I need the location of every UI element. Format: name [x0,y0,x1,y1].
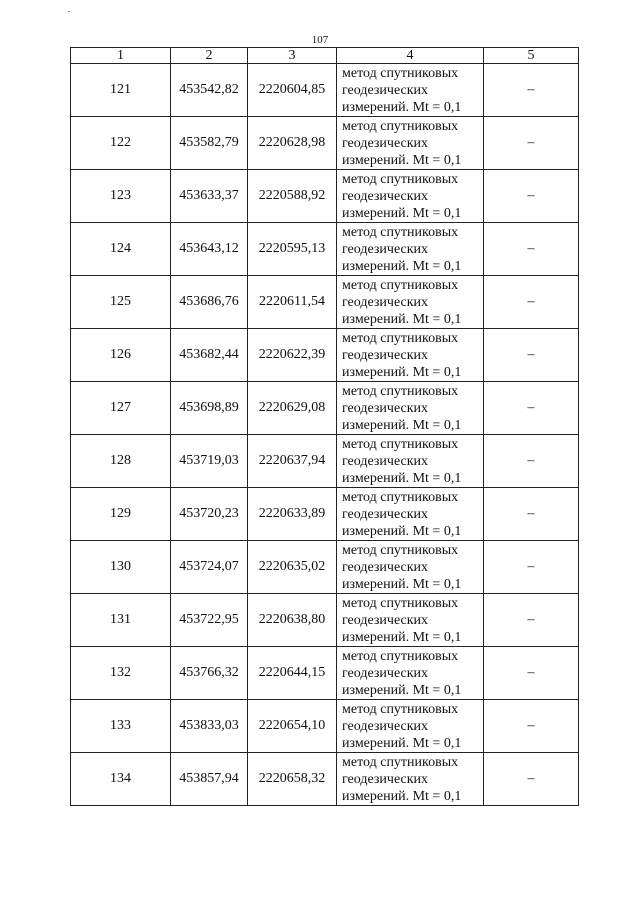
method-cell [337,170,484,223]
header-col-1: 1 [71,48,171,64]
method-line-3: измерений. Mt = 0,1 [342,99,462,115]
point-number-cell: 132 [71,647,171,700]
y-coordinate-cell: 2220628,98 [248,117,337,170]
method-line-1: метод спутниковых [342,330,459,346]
x-coordinate-cell: 453633,37 [171,170,248,223]
table-header-row [71,48,579,64]
method-cell [337,276,484,329]
point-number-cell: 125 [71,276,171,329]
method-line-3: измерений. Mt = 0,1 [342,629,462,645]
method-line-3: измерений. Mt = 0,1 [342,523,462,539]
method-line-1: метод спутниковых [342,65,459,81]
y-coordinate-cell: 2220633,89 [248,488,337,541]
table-row [71,382,579,435]
x-coordinate-cell: 453719,03 [171,435,248,488]
method-line-2: геодезических [342,82,429,98]
x-coordinate-cell: 453833,03 [171,700,248,753]
method-line-1: метод спутниковых [342,542,459,558]
method-line-2: геодезических [342,665,429,681]
table-row [71,541,579,594]
method-line-2: геодезических [342,188,429,204]
table-row [71,64,579,117]
y-coordinate-cell: 2220629,08 [248,382,337,435]
method-line-2: геодезических [342,612,429,628]
x-coordinate-cell: 453698,89 [171,382,248,435]
note-cell: – [484,329,579,382]
method-line-2: геодезических [342,347,429,363]
y-coordinate-cell: 2220611,54 [248,276,337,329]
point-number-cell: 129 [71,488,171,541]
method-cell [337,435,484,488]
method-line-1: метод спутниковых [342,118,459,134]
y-coordinate-cell: 2220654,10 [248,700,337,753]
method-cell [337,382,484,435]
method-line-1: метод спутниковых [342,436,459,452]
table-row [71,647,579,700]
note-cell: – [484,276,579,329]
scan-corner-mark [68,11,70,12]
note-cell: – [484,647,579,700]
method-cell [337,594,484,647]
note-cell: – [484,488,579,541]
coordinates-table [70,47,579,806]
note-cell: – [484,223,579,276]
point-number-cell: 124 [71,223,171,276]
y-coordinate-cell: 2220604,85 [248,64,337,117]
method-line-3: измерений. Mt = 0,1 [342,205,462,221]
table-row [71,276,579,329]
method-line-3: измерений. Mt = 0,1 [342,576,462,592]
method-cell [337,753,484,806]
method-line-1: метод спутниковых [342,489,459,505]
x-coordinate-cell: 453542,82 [171,64,248,117]
method-line-2: геодезических [342,506,429,522]
x-coordinate-cell: 453724,07 [171,541,248,594]
method-cell [337,64,484,117]
method-cell [337,117,484,170]
point-number-cell: 126 [71,329,171,382]
x-coordinate-cell: 453720,23 [171,488,248,541]
method-line-3: измерений. Mt = 0,1 [342,735,462,751]
table-row [71,223,579,276]
note-cell: – [484,170,579,223]
method-cell [337,647,484,700]
point-number-cell: 123 [71,170,171,223]
note-cell: – [484,435,579,488]
x-coordinate-cell: 453582,79 [171,117,248,170]
method-line-2: геодезических [342,135,429,151]
note-cell: – [484,541,579,594]
x-coordinate-cell: 453643,12 [171,223,248,276]
y-coordinate-cell: 2220644,15 [248,647,337,700]
header-col-2: 2 [171,48,248,64]
y-coordinate-cell: 2220658,32 [248,753,337,806]
method-line-3: измерений. Mt = 0,1 [342,470,462,486]
method-line-3: измерений. Mt = 0,1 [342,258,462,274]
method-cell [337,700,484,753]
method-line-2: геодезических [342,718,429,734]
method-line-1: метод спутниковых [342,224,459,240]
y-coordinate-cell: 2220588,92 [248,170,337,223]
note-cell: – [484,700,579,753]
note-cell: – [484,753,579,806]
y-coordinate-cell: 2220637,94 [248,435,337,488]
x-coordinate-cell: 453722,95 [171,594,248,647]
method-line-3: измерений. Mt = 0,1 [342,788,462,804]
header-col-5: 5 [484,48,579,64]
table-row [71,594,579,647]
method-cell [337,488,484,541]
point-number-cell: 122 [71,117,171,170]
point-number-cell: 127 [71,382,171,435]
method-line-3: измерений. Mt = 0,1 [342,152,462,168]
table-row [71,488,579,541]
note-cell: – [484,594,579,647]
point-number-cell: 130 [71,541,171,594]
method-line-3: измерений. Mt = 0,1 [342,311,462,327]
method-line-2: геодезических [342,400,429,416]
table-row [71,753,579,806]
point-number-cell: 131 [71,594,171,647]
method-line-1: метод спутниковых [342,648,459,664]
note-cell: – [484,64,579,117]
method-line-1: метод спутниковых [342,171,459,187]
method-line-2: геодезических [342,559,429,575]
method-line-3: измерений. Mt = 0,1 [342,682,462,698]
method-cell [337,223,484,276]
method-line-2: геодезических [342,453,429,469]
x-coordinate-cell: 453686,76 [171,276,248,329]
table-row [71,329,579,382]
method-line-1: метод спутниковых [342,277,459,293]
method-line-2: геодезических [342,294,429,310]
table-row [71,117,579,170]
y-coordinate-cell: 2220622,39 [248,329,337,382]
method-line-1: метод спутниковых [342,595,459,611]
note-cell: – [484,382,579,435]
table-row [71,700,579,753]
x-coordinate-cell: 453682,44 [171,329,248,382]
y-coordinate-cell: 2220595,13 [248,223,337,276]
header-col-3: 3 [248,48,337,64]
header-col-4: 4 [337,48,484,64]
x-coordinate-cell: 453857,94 [171,753,248,806]
method-line-3: измерений. Mt = 0,1 [342,364,462,380]
method-line-1: метод спутниковых [342,383,459,399]
method-cell [337,329,484,382]
note-cell: – [484,117,579,170]
point-number-cell: 128 [71,435,171,488]
point-number-cell: 121 [71,64,171,117]
method-line-2: геодезических [342,241,429,257]
table-row [71,435,579,488]
method-line-1: метод спутниковых [342,701,459,717]
x-coordinate-cell: 453766,32 [171,647,248,700]
method-line-1: метод спутниковых [342,754,459,770]
y-coordinate-cell: 2220638,80 [248,594,337,647]
page-number: 107 [311,34,329,46]
point-number-cell: 134 [71,753,171,806]
method-cell [337,541,484,594]
method-line-3: измерений. Mt = 0,1 [342,417,462,433]
y-coordinate-cell: 2220635,02 [248,541,337,594]
method-line-2: геодезических [342,771,429,787]
point-number-cell: 133 [71,700,171,753]
table-row [71,170,579,223]
